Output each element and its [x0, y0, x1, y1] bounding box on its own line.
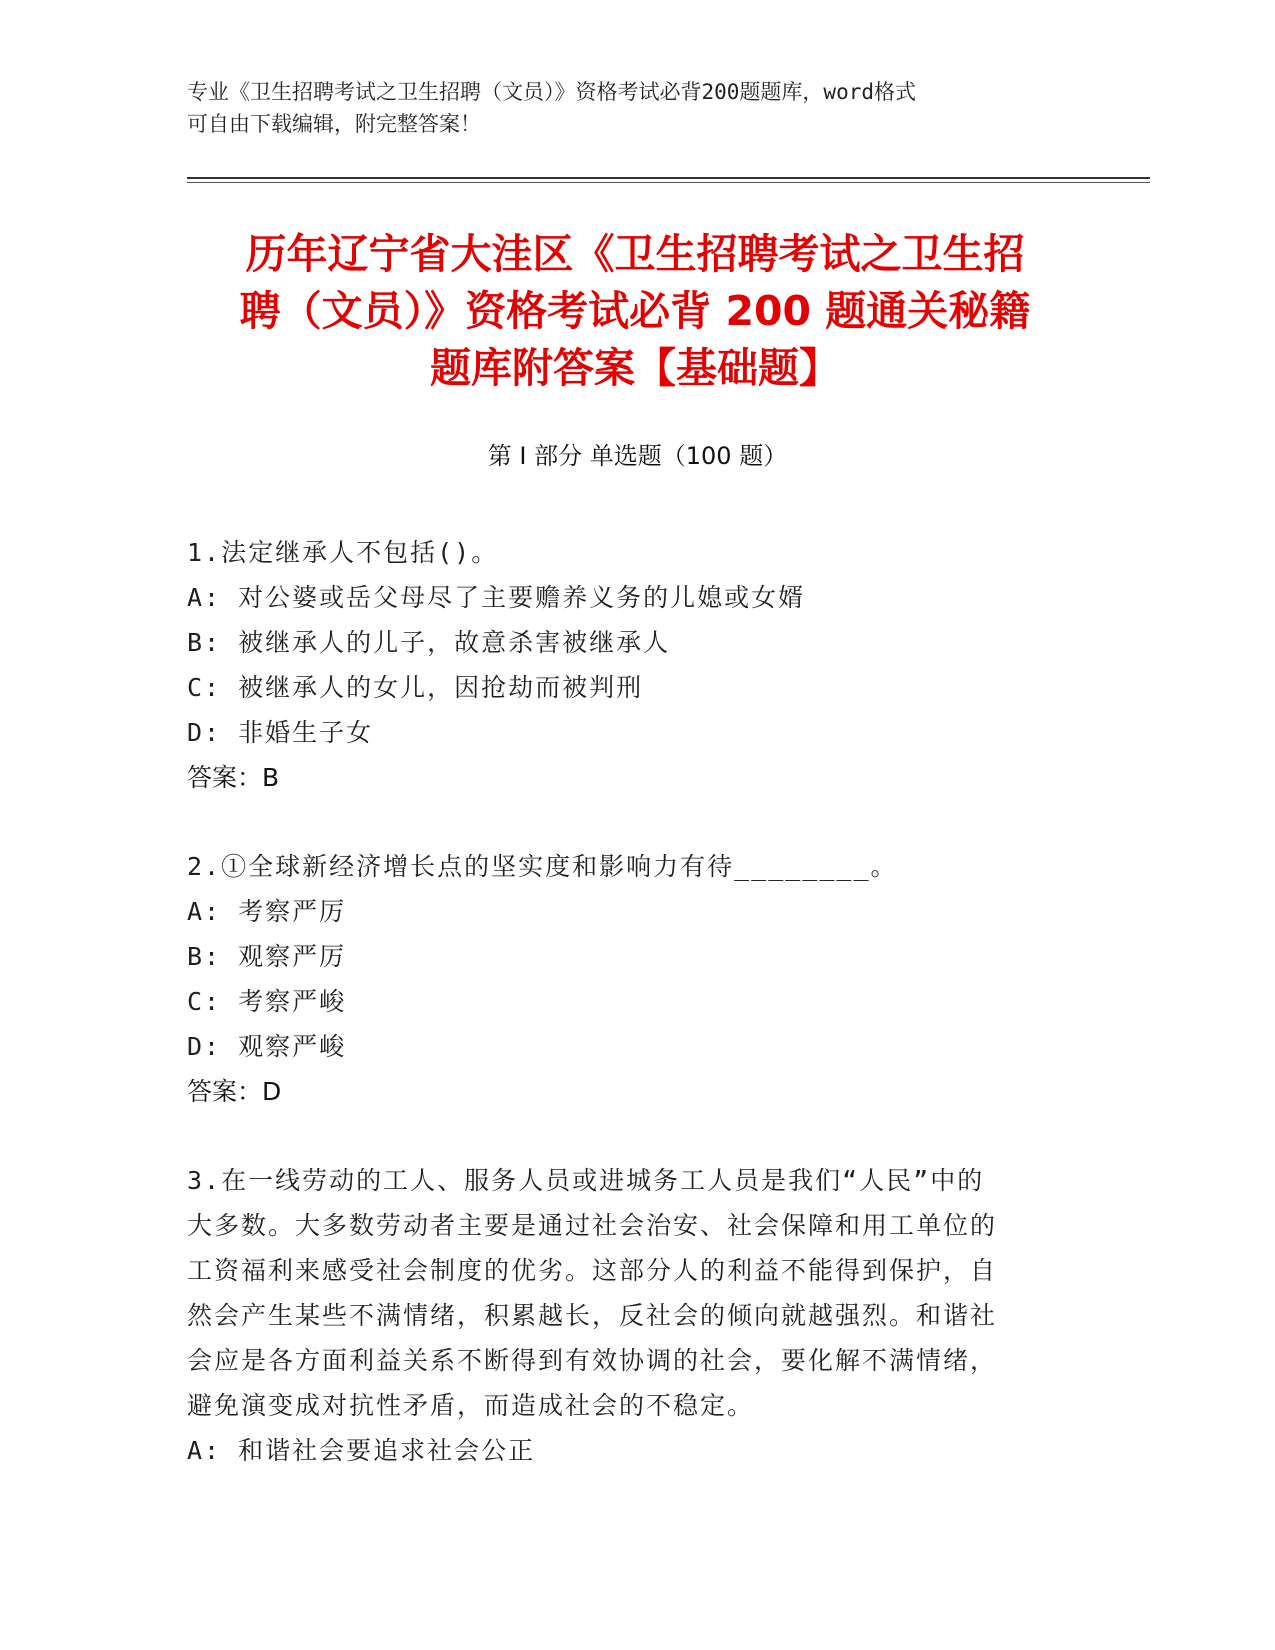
header-rule-thick	[187, 177, 1150, 179]
question-stem-line-6: 避免演变成对抗性矛盾，而造成社会的不稳定。	[187, 1391, 755, 1420]
option-a: A: 考察严厉	[187, 897, 347, 926]
question-stem-line-4: 然会产生某些不满情绪，积累越长，反社会的倾向就越强烈。和谐社	[187, 1301, 998, 1330]
document-title-line-1: 历年辽宁省大洼区《卫生招聘考试之卫生招	[245, 230, 1025, 278]
header-rule-thin	[187, 182, 1150, 183]
answer: 答案：B	[187, 763, 280, 792]
option-c: C: 考察严峻	[187, 987, 347, 1016]
question-2	[187, 844, 1067, 1114]
question-stem-line-2: 大多数。大多数劳动者主要是通过社会治安、社会保障和用工单位的	[187, 1211, 998, 1240]
option-a: A: 和谐社会要追求社会公正	[187, 1436, 536, 1465]
question-3	[187, 1158, 1067, 1473]
option-a: A: 对公婆或岳父母尽了主要赡养义务的儿媳或女婿	[187, 583, 806, 612]
header-note-line-1: 专业《卫生招聘考试之卫生招聘（文员）》资格考试必背200题题库，word格式	[187, 80, 916, 104]
header-note-line-2: 可自由下载编辑，附完整答案！	[187, 112, 481, 136]
section-heading: 第 I 部分 单选题（100 题）	[487, 442, 788, 470]
question-stem: 1.法定继承人不包括()。	[187, 538, 499, 567]
question-stem-line-1: 3.在一线劳动的工人、服务人员或进城务工人员是我们“人民”中的	[187, 1166, 985, 1195]
document-title	[195, 226, 1075, 397]
option-c: C: 被继承人的女儿，因抢劫而被判刑	[187, 673, 644, 702]
header-note	[187, 76, 1067, 140]
document-title-line-2: 聘（文员）》资格考试必背 200 题通关秘籍	[239, 287, 1031, 335]
question-list	[187, 530, 1067, 1517]
option-d: D: 观察严峻	[187, 1032, 347, 1061]
question-stem: 2.①全球新经济增长点的坚实度和影响力有待________。	[187, 852, 898, 881]
option-d: D: 非婚生子女	[187, 718, 374, 747]
question-1	[187, 530, 1067, 800]
option-b: B: 被继承人的儿子，故意杀害被继承人	[187, 628, 671, 657]
answer: 答案：D	[187, 1077, 282, 1106]
question-stem-line-5: 会应是各方面利益关系不断得到有效协调的社会，要化解不满情绪，	[187, 1346, 998, 1375]
option-b: B: 观察严厉	[187, 942, 347, 971]
question-stem-line-3: 工资福利来感受社会制度的优劣。这部分人的利益不能得到保护，自	[187, 1256, 998, 1285]
document-title-line-3: 题库附答案【基础题】	[430, 344, 840, 392]
